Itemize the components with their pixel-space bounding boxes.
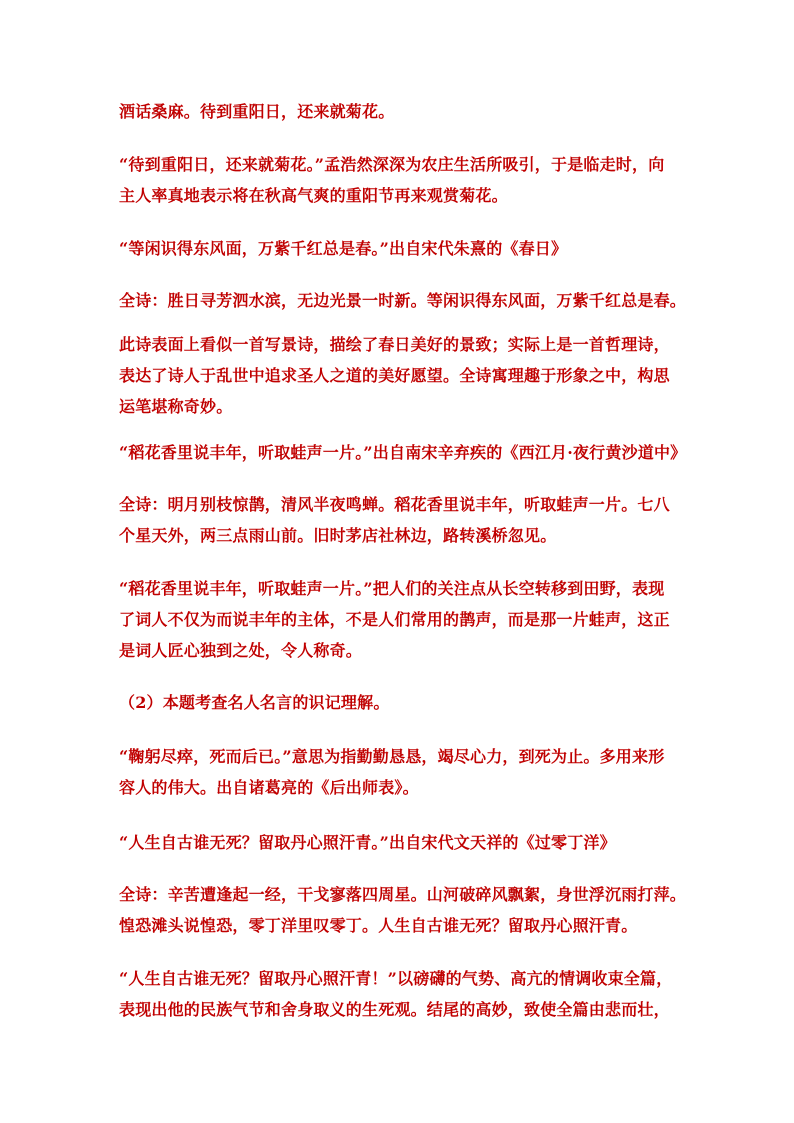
- text-line: 此诗表面上看似一首写景诗，描绘了春日美好的景致；实际上是一首哲理诗，: [119, 335, 670, 354]
- paragraph-meng-haoran: [119, 149, 679, 211]
- text-line: “等闲识得东风面，万紫千红总是春。”出自宋代朱熹的《春日》: [119, 239, 568, 258]
- paragraph-jugong-jincui: [119, 741, 679, 803]
- text-line: 全诗：辛苦遭逢起一经，干戈寥落四周星。山河破碎风飘絮，身世浮沉雨打萍。: [119, 885, 687, 904]
- text-line: “鞠躬尽瘁，死而后已。”意思为指勤勤恳恳，竭尽心力，到死为止。多用来形: [119, 747, 665, 766]
- text-line: 是词人匠心独到之处，令人称奇。: [119, 641, 363, 660]
- text-line: 了词人不仅为而说丰年的主体，不是人们常用的鹊声，而是那一片蛙声，这正: [119, 610, 670, 629]
- text-line: 表现出他的民族气节和舍身取义的生死观。结尾的高妙，致使全篇由悲而壮，: [119, 1000, 670, 1019]
- text-line: 惶恐滩头说惶恐，零丁洋里叹零丁。人生自古谁无死？留取丹心照汗青。: [119, 916, 638, 935]
- paragraph-chunri-poem: [119, 285, 687, 316]
- paragraph-xijiangyue-poem: [119, 489, 679, 551]
- text-line: 容人的伟大。出自诸葛亮的《后出师表》。: [119, 778, 419, 797]
- paragraph-chunri-analysis: [119, 329, 679, 422]
- text-line: “人生自古谁无死？留取丹心照汗青！”以磅礴的气势、高亢的情调收束全篇，: [119, 969, 673, 988]
- section-heading: [119, 687, 679, 718]
- paragraph-guolingdingyang-analysis: [119, 963, 679, 1025]
- text-line: 个星天外，两三点雨山前。旧时茅店社林边，路转溪桥忽见。: [119, 526, 557, 545]
- paragraph-chunri-source: [119, 233, 679, 264]
- text-line: “待到重阳日，还来就菊花。”孟浩然深深为农庄生活所吸引，于是临走时，向: [119, 155, 665, 174]
- paragraph-xijiangyue-analysis: [119, 573, 679, 666]
- text-line: 全诗：明月别枝惊鹊，清风半夜鸣蝉。稻花香里说丰年，听取蛙声一片。七八: [119, 495, 670, 514]
- text-line: “稻花香里说丰年，听取蛙声一片。”把人们的关注点从长空转移到田野，表现: [119, 579, 665, 598]
- text-line: 全诗：胜日寻芳泗水滨，无边光景一时新。等闲识得东风面，万紫千红总是春。: [119, 291, 687, 310]
- paragraph-xijiangyue-source: [119, 437, 687, 468]
- text-line: 表达了诗人于乱世中追求圣人之道的美好愿望。全诗寓理趣于形象之中，构思: [119, 366, 670, 385]
- text-line: 主人率真地表示将在秋高气爽的重阳节再来观赏菊花。: [119, 186, 508, 205]
- text-line: （2）本题考查名人名言的识记理解。: [119, 693, 390, 712]
- text-line: 酒话桑麻。待到重阳日，还来就菊花。: [119, 102, 395, 121]
- text-line: “稻花香里说丰年，听取蛙声一片。”出自南宋辛弃疾的《西江月·夜行黄沙道中》: [119, 443, 687, 462]
- text-line: 运笔堪称奇妙。: [119, 397, 233, 416]
- paragraph-guolingdingyang-source: [119, 827, 679, 858]
- text-line: “人生自古谁无死？留取丹心照汗青。”出自宋代文天祥的《过零丁洋》: [119, 833, 616, 852]
- paragraph-poem-ending: [119, 96, 679, 127]
- paragraph-guolingdingyang-poem: [119, 879, 687, 941]
